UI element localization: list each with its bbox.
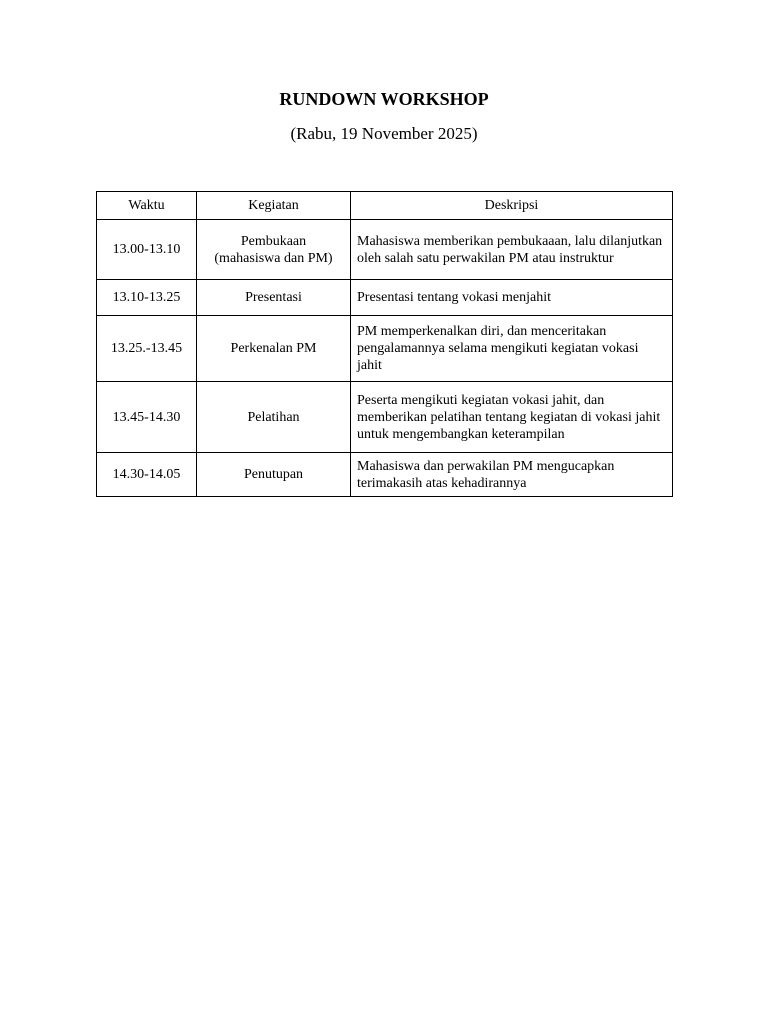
cell-activity xyxy=(197,220,351,280)
activity-line: Pelatihan xyxy=(247,409,300,425)
activity-line: Pembukaan xyxy=(240,233,307,249)
cell-time: 13.10-13.25 xyxy=(97,280,197,316)
document-title: RUNDOWN WORKSHOP xyxy=(279,89,489,109)
activity-line-secondary: (mahasiswa dan PM) xyxy=(214,250,333,266)
cell-description: Peserta mengikuti kegiatan vokasi jahit, dan memberikan pelatihan tentang kegiatan di vokasi jahit untuk mengembangkan keterampilan xyxy=(351,382,673,453)
cell-time: 13.00-13.10 xyxy=(97,220,197,280)
cell-description: Mahasiswa dan perwakilan PM mengucapkan terimakasih atas kehadirannya xyxy=(351,453,673,497)
cell-time: 14.30-14.05 xyxy=(97,453,197,497)
cell-activity xyxy=(197,280,351,316)
header-activity: Kegiatan xyxy=(197,192,351,220)
header-time: Waktu xyxy=(97,192,197,220)
cell-activity xyxy=(197,316,351,382)
table-header-row xyxy=(97,192,673,220)
header-description: Deskripsi xyxy=(351,192,673,220)
activity-line: Presentasi xyxy=(245,290,302,305)
rundown-table xyxy=(96,191,673,497)
table-row xyxy=(97,316,673,382)
activity-line: Penutupan xyxy=(243,467,304,482)
cell-description: PM memperkenalkan diri, dan menceritakan pengalamannya selama mengikuti kegiatan vokasi jahit xyxy=(351,316,673,382)
table-row xyxy=(97,280,673,316)
cell-description: Presentasi tentang vokasi menjahit xyxy=(351,280,673,316)
cell-time: 13.25.-13.45 xyxy=(97,316,197,382)
table-row xyxy=(97,453,673,497)
cell-activity xyxy=(197,382,351,453)
table-row xyxy=(97,382,673,453)
cell-description: Mahasiswa memberikan pembukaaan, lalu dilanjutkan oleh salah satu perwakilan PM atau instruktur xyxy=(351,220,673,280)
cell-activity xyxy=(197,453,351,497)
cell-time: 13.45-14.30 xyxy=(97,382,197,453)
document-subtitle: (Rabu, 19 November 2025) xyxy=(290,124,478,143)
table-row xyxy=(97,220,673,280)
activity-line: Perkenalan PM xyxy=(230,341,317,356)
